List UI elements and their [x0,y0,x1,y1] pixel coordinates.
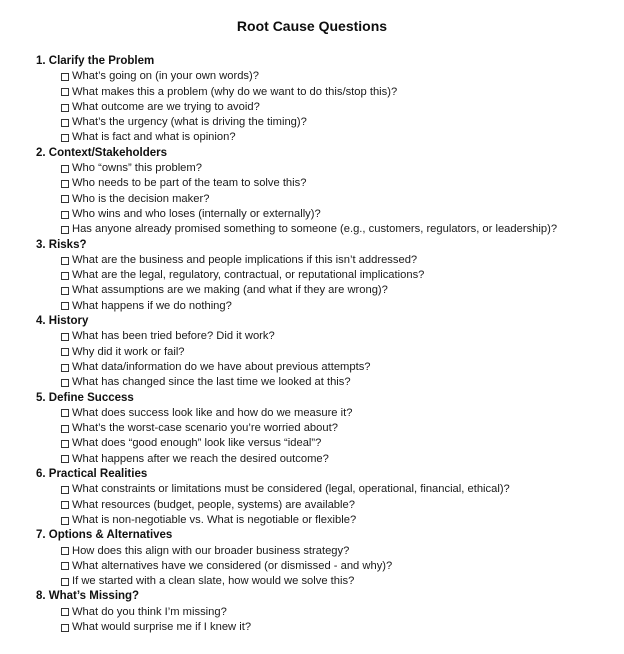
checkbox-icon[interactable] [61,517,69,525]
checkbox-icon[interactable] [61,104,69,112]
question-text: What’s the urgency (what is driving the timing)? [72,116,307,129]
question-text: How does this align with our broader business strategy? [72,544,350,557]
checklist-item[interactable] [61,406,624,421]
question-text: Who “owns” this problem? [72,162,202,175]
checkbox-icon[interactable] [61,180,69,188]
checklist-item[interactable] [61,192,624,207]
checkbox-icon[interactable] [61,440,69,448]
checklist-item[interactable] [61,559,624,574]
checklist-item[interactable] [61,513,624,528]
checklist-item[interactable] [61,100,624,115]
checkbox-icon[interactable] [61,134,69,142]
question-text: What outcome are we trying to avoid? [72,100,260,113]
checklist-item[interactable] [61,605,624,620]
section [36,146,624,238]
question-text: What would surprise me if I knew it? [72,620,252,633]
question-text: What has been tried before? Did it work? [72,330,275,343]
checklist-item[interactable] [61,253,624,268]
question-text: What data/information do we have about previous attempts? [72,360,371,373]
section [36,528,624,589]
checklist-item[interactable] [61,222,624,237]
section [36,314,624,390]
question-text: What’s going on (in your own words)? [72,70,259,83]
checklist-item[interactable] [61,283,624,298]
checkbox-icon[interactable] [61,578,69,586]
section-heading: 8. What’s Missing? [36,590,140,603]
checklist-item[interactable] [61,130,624,145]
checklist-item[interactable] [61,268,624,283]
checkbox-icon[interactable] [61,547,69,555]
question-text: What has changed since the last time we looked at this? [72,376,351,389]
question-text: What resources (budget, people, systems) are available? [72,498,355,511]
question-text: What do you think I’m missing? [72,605,227,618]
checklist-item[interactable] [61,299,624,314]
checkbox-icon[interactable] [61,333,69,341]
section-heading: 5. Define Success [36,391,134,404]
section-heading: 6. Practical Realities [36,468,148,481]
checkbox-icon[interactable] [61,272,69,280]
question-text: What happens after we reach the desired outcome? [72,452,329,465]
section-heading: 2. Context/Stakeholders [36,146,168,159]
checkbox-icon[interactable] [61,455,69,463]
checkbox-icon[interactable] [61,624,69,632]
question-text: What is fact and what is opinion? [72,131,236,144]
checklist-item[interactable] [61,544,624,559]
question-list [36,54,624,635]
question-text: Why did it work or fail? [72,345,185,358]
question-text: What does “good enough” look like versus “ideal”? [72,437,322,450]
checklist-item[interactable] [61,620,624,635]
checklist-item[interactable] [61,161,624,176]
checkbox-icon[interactable] [61,257,69,265]
checkbox-icon[interactable] [61,486,69,494]
checklist-item[interactable] [61,375,624,390]
checkbox-icon[interactable] [61,425,69,433]
checkbox-icon[interactable] [61,562,69,570]
question-text: What are the legal, regulatory, contractual, or reputational implications? [72,269,425,282]
question-text: What’s the worst-case scenario you’re worried about? [72,422,338,435]
question-text: If we started with a clean slate, how would we solve this? [72,575,355,588]
section [36,467,624,528]
checklist-item[interactable] [61,176,624,191]
section [36,238,624,314]
section-heading: 7. Options & Alternatives [36,529,173,542]
checkbox-icon[interactable] [61,73,69,81]
checklist-item[interactable] [61,574,624,589]
checkbox-icon[interactable] [61,501,69,509]
checklist-item[interactable] [61,207,624,222]
checkbox-icon[interactable] [61,379,69,387]
checklist-item[interactable] [61,482,624,497]
checklist-item[interactable] [61,115,624,130]
checklist-item[interactable] [61,498,624,513]
question-text: What makes this a problem (why do we want to do this/stop this)? [72,85,398,98]
question-text: Who wins and who loses (internally or externally)? [72,207,321,220]
checkbox-icon[interactable] [61,88,69,96]
section [36,391,624,467]
section [36,589,624,635]
question-text: What constraints or limitations must be considered (legal, operational, financial, ethical)? [72,483,510,496]
checkbox-icon[interactable] [61,287,69,295]
section-heading: 4. History [36,315,89,328]
checklist-item[interactable] [61,452,624,467]
question-text: What is non-negotiable vs. What is negotiable or flexible? [72,513,357,526]
question-text: What assumptions are we making (and what if they are wrong)? [72,284,388,297]
checkbox-icon[interactable] [61,119,69,127]
checkbox-icon[interactable] [61,302,69,310]
question-text: What alternatives have we considered (or dismissed - and why)? [72,559,393,572]
checklist-item[interactable] [61,345,624,360]
section-heading: 3. Risks? [36,238,87,251]
question-text: Who is the decision maker? [72,192,210,205]
checklist-item[interactable] [61,85,624,100]
checkbox-icon[interactable] [61,165,69,173]
section-heading: 1. Clarify the Problem [36,55,155,67]
checkbox-icon[interactable] [61,608,69,616]
question-text: What are the business and people implications if this isn’t addressed? [72,253,418,266]
checkbox-icon[interactable] [61,348,69,356]
section [36,54,624,146]
checklist-item[interactable] [61,69,624,84]
checklist-item[interactable] [61,421,624,436]
checkbox-icon[interactable] [61,226,69,234]
question-text: Has anyone already promised something to someone (e.g., customers, regulators, or leadership)? [72,223,558,236]
checklist-item[interactable] [61,360,624,375]
checkbox-icon[interactable] [61,211,69,219]
checkbox-icon[interactable] [61,195,69,203]
checkbox-icon[interactable] [61,409,69,417]
checklist-item[interactable] [61,436,624,451]
checkbox-icon[interactable] [61,364,69,372]
question-text: Who needs to be part of the team to solve this? [72,177,307,190]
document-title: Root Cause Questions [236,18,388,34]
question-text: What happens if we do nothing? [72,299,232,312]
checklist-item[interactable] [61,329,624,344]
question-text: What does success look like and how do we measure it? [72,406,353,419]
